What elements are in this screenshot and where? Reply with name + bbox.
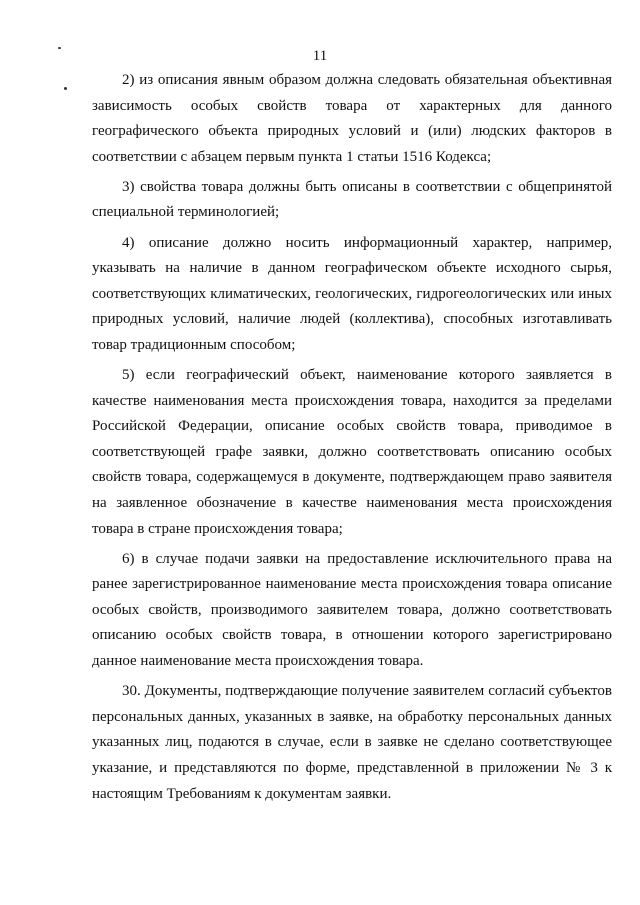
paragraph-item-5: 5) если географический объект, наименование которого заявляется в качестве наименования места происхождения товара, находится за пределами Российской Федерации, описание особых свойств товара, приводимое в соответствующей графе заявки, должно соответствовать описанию особых свойств товара, содержащемуся в документе, подтверждающем право заявителя на заявленное обозначение в качестве наименования места происхождения товара в стране происхождения товара; — [92, 367, 612, 537]
paragraph-item-6: 6) в случае подачи заявки на предоставление исключительного права на ранее зарегистрированное наименование места происхождения товара описание особых свойств, производимого заявителем товара, должно соответствовать описанию особых свойств товара, в отношении которого зарегистрировано данное наименование места происхождения товара. — [92, 550, 612, 670]
page-number: 11 — [312, 48, 328, 64]
paragraph-item-2: 2) из описания явным образом должна следовать обязательная объективная зависимость особых свойств товара от характерных для данного географического объекта природных условий и (или) людских факторов в соответствии с абзацем первым пункта 1 статьи 1516 Кодекса; — [92, 72, 612, 165]
paragraph-clause-30: 30. Документы, подтверждающие получение заявителем согласий субъектов персональных данных, указанных в заявке, на обработку персональных данных указанных лиц, подаются в случае, если в заявке не сделано соответствующее указание, и представляются по форме, представленной в приложении № 3 к настоящим Требованиям к документам заявки. — [92, 683, 612, 802]
paragraph-item-4: 4) описание должно носить информационный характер, например, указывать на наличие в данном географическом объекте исходного сырья, соответствующих климатических, геологических, гидрогеологических или иных природных условий, наличие людей (коллектива), способных изготавливать товар традиционным способом; — [92, 234, 612, 353]
document-body — [92, 68, 612, 812]
paragraph-item-3: 3) свойства товара должны быть описаны в соответствии с общепринятой специальной терминологией; — [92, 178, 612, 221]
scan-speck — [64, 87, 67, 90]
